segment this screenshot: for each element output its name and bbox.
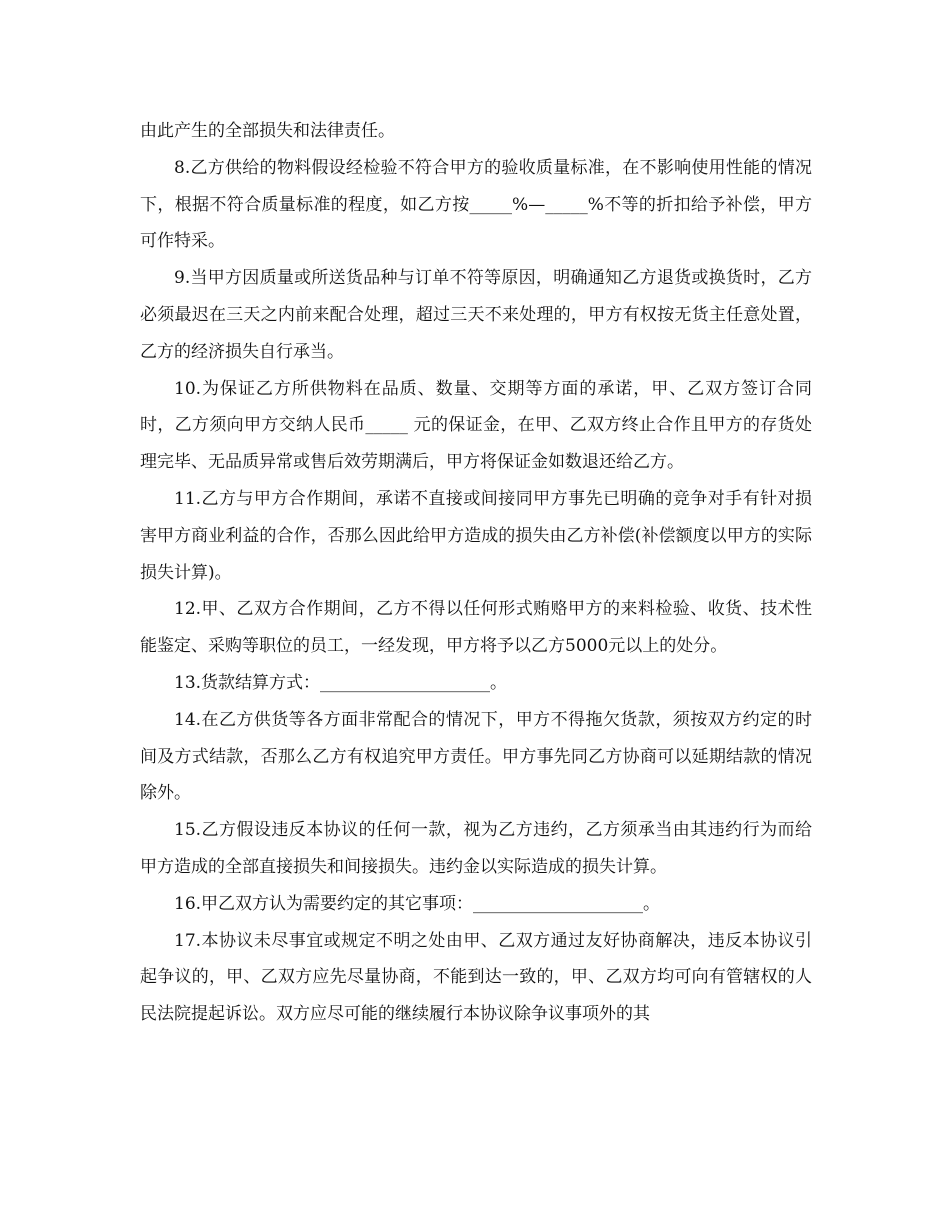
document-body <box>140 113 812 1033</box>
clause-17: 17.本协议未尽事宜或规定不明之处由甲、乙双方通过友好协商解决，违反本协议引起争议的，甲、乙双方应先尽量协商，不能到达一致的，甲、乙双方均可向有管辖权的人民法院提起诉讼。双方应尽可能的继续履行本协议除争议事项外的其 <box>140 930 812 1025</box>
clause-11: 11.乙方与甲方合作期间，承诺不直接或间接同甲方事先已明确的竞争对手有针对损害甲方商业利益的合作，否那么因此给甲方造成的损失由乙方补偿(补偿额度以甲方的实际损失计算)。 <box>140 488 812 583</box>
clause-15: 15.乙方假设违反本协议的任何一款，视为乙方违约，乙方须承当由其违约行为而给甲方造成的全部直接损失和间接损失。违约金以实际造成的损失计算。 <box>140 820 812 877</box>
clause-13: 13.货款结算方式：____________________。 <box>174 672 508 693</box>
clause-14: 14.在乙方供货等各方面非常配合的情况下，甲方不得拖欠货款，须按双方约定的时间及方式结款，否那么乙方有权追究甲方责任。甲方事先同乙方协商可以延期结款的情况除外。 <box>140 709 812 804</box>
clause-16: 16.甲乙双方认为需要约定的其它事项：____________________。 <box>174 893 661 914</box>
paragraph-continuation: 由此产生的全部损失和法律责任。 <box>140 121 395 141</box>
clause-9: 9.当甲方因质量或所送货品种与订单不符等原因，明确通知乙方退货或换货时，乙方必须最迟在三天之内前来配合处理，超过三天不来处理的，甲方有权按无货主任意处置，乙方的经济损失自行承当。 <box>140 268 812 362</box>
clause-10: 10.为保证乙方所供物料在品质、数量、交期等方面的承诺，甲、乙双方签订合同时，乙方须向甲方交纳人民币_____ 元的保证金，在甲、乙双方终止合作且甲方的存货处理完毕、无品质异常或售后效劳期满后，甲方将保证金如数退还给乙方。 <box>140 378 812 473</box>
clause-8: 8.乙方供给的物料假设经检验不符合甲方的验收质量标准，在不影响使用性能的情况下，根据不符合质量标准的程度，如乙方按_____%—_____%不等的折扣给予补偿，甲方可作特采。 <box>140 157 812 252</box>
clause-12: 12.甲、乙双方合作期间，乙方不得以任何形式贿赂甲方的来料检验、收货、技术性能鉴定、采购等职位的员工，一经发现，甲方将予以乙方5000元以上的处分。 <box>140 599 812 657</box>
